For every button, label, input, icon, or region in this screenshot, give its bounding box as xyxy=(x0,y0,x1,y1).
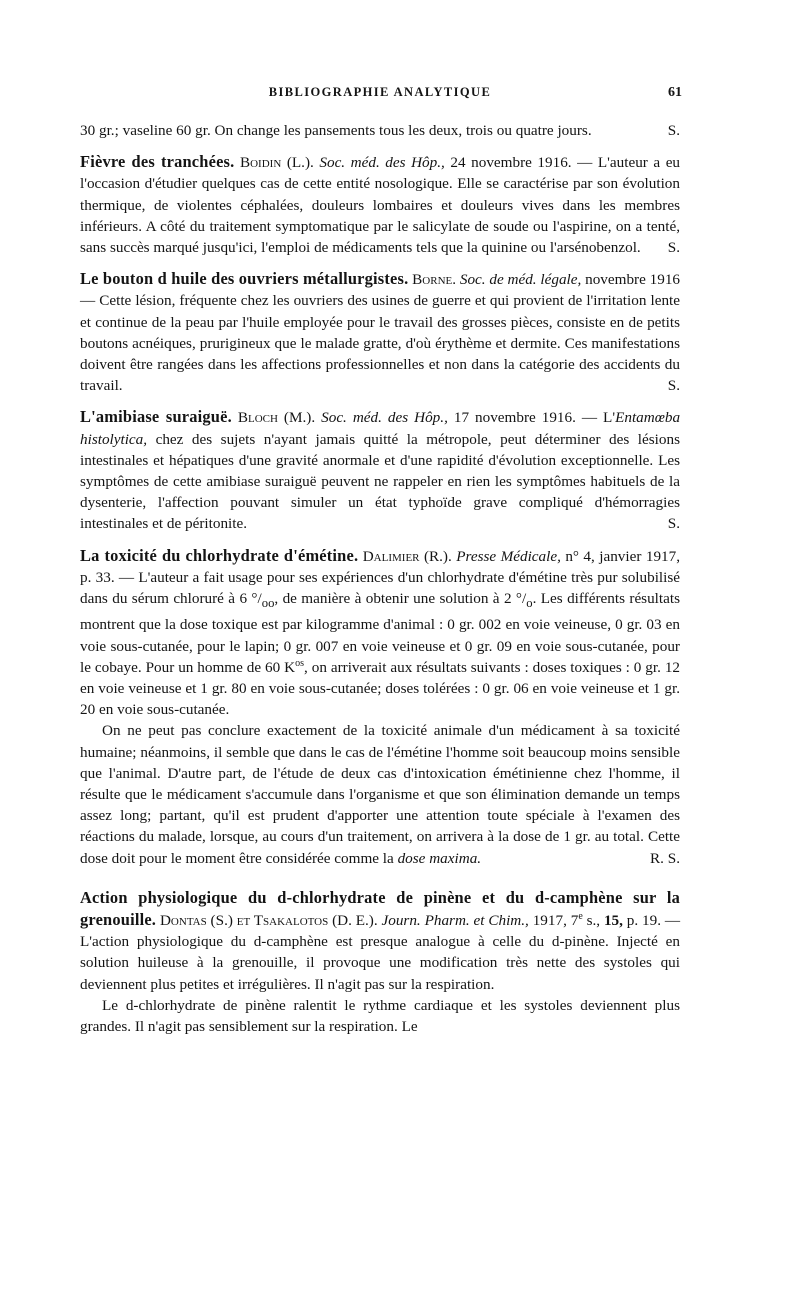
entry-signature: S. xyxy=(667,122,680,139)
entry-title: Fièvre des tranchées. xyxy=(80,152,235,172)
entry-body-italic: Entamœba histolytica, xyxy=(80,409,681,448)
entry-body: On ne peut pas conclure exactement de la toxicité animale d'un médicament à sa toxicité humaine; néanmoins, il semble que dans le cas de l'émétine l'homme soit beaucoup moins sensible que l'animal. D'autre part, de l'étude de deux cas d'intoxication émétinienne chez l'homme, il résulte que le médicament s'accumule dans l'organisme et que son élimination demande un temps assez long; partant, qu'il est prudent d'apporter une attention toute spéciale à l'examen des réactions du malade, lorsque, au cours d'un traitement, on arrivera à la dose de 1 gr. au total. Cette dose doit pour le moment être considérée comme la xyxy=(80,722,680,867)
entry-paragraph xyxy=(80,545,680,721)
running-header xyxy=(80,82,680,108)
entry-body: Le d-chlorhydrate de pinène ralentit le rythme cardiaque et les systoles deviennent plus grandes. Il n'agit pas sensiblement sur la respiration. Le xyxy=(80,996,680,1035)
entry-body: , on arriverait aux résultats suivants : doses toxiques : 0 gr. 12 en voie veineuse et 1 gr. 80 en voie sous-cutanée; doses tolérées : 0 gr. 06 en voie veineuse et 1 gr. 20 en voie sous-cutanée. xyxy=(80,658,681,719)
entry-title: L'amibiase suraiguë. xyxy=(80,407,232,427)
entry-body-subscript: oo xyxy=(261,596,275,611)
entry-action-physiologique xyxy=(80,887,680,1037)
entry-citation: 17 novembre 1916. xyxy=(453,409,576,427)
page-number: 61 xyxy=(668,85,682,100)
entry-title: La toxicité du chlorhydrate d'émétine. xyxy=(80,545,359,565)
entry-author: Borne. xyxy=(412,271,457,289)
entry-citation: s., xyxy=(582,911,601,929)
entry-journal: Presse Médicale, xyxy=(456,547,561,565)
entry-journal: Soc. méd. des Hôp., xyxy=(319,154,445,172)
entry-citation: 24 novembre 1916. xyxy=(450,154,572,172)
entry-author: Bloch (M.). xyxy=(237,409,316,427)
entry-fievre-des-tranchees xyxy=(80,151,680,258)
entry-author: Dalimier (R.). xyxy=(362,547,452,565)
entry-citation-superscript: e xyxy=(578,910,583,922)
entry-signature: S. xyxy=(667,377,680,395)
entry-paragraph xyxy=(80,887,680,995)
entry-journal: Soc. méd. des Hôp., xyxy=(321,409,448,427)
entry-citation: p. 19. xyxy=(626,911,661,929)
entry-author: Dontas (S.) et Tsakalotos (D. E.). xyxy=(159,911,378,929)
entry-body-prefix: — L' xyxy=(581,409,616,427)
continuation-text: 30 gr.; vaseline 60 gr. On change les pansements tous les deux, trois ou quatre jours. xyxy=(80,122,592,139)
entry-author: Boidin (L.). xyxy=(239,154,314,172)
entry-body-superscript: os xyxy=(295,657,305,669)
entry-paragraph xyxy=(80,995,680,1037)
entry-body: . Les différents résultats montrent que la dose toxique est par kilogramme d'animal : 0 gr. 002 en voie veineuse, 0 gr. 03 en voie sous-cutanée, pour le lapin; 0 gr. 007 en voie veineuse et 0 gr. 09 en voie sous-cutanée, pour le cobaye. Pour un homme de 60 K xyxy=(80,590,680,676)
entry-body: — L'auteur a fait usage pour ses expériences d'un chlorhydrate d'émétine très pur solubilisé dans du sérum chloruré à 6 °/ xyxy=(80,568,681,608)
entry-signature: R. S. xyxy=(650,849,680,867)
entry-amibiase-suraigue xyxy=(80,406,680,534)
entry-body: chez des sujets n'ayant jamais quitté la métropole, peut déterminer des lésions intestinales et hépatiques d'une gravité anormale et d'une rapidité d'évolution exceptionnelle. Les symptômes de cette amibiase suraiguë peuvent ne rappeler en rien les symptômes habituels de la dysenterie, l'affection pouvant simuler un état typhoïde grave compliqué d'hémorragies intestinales et de péritonite. xyxy=(80,430,680,533)
continuation-paragraph xyxy=(80,120,680,141)
entry-signature: S. xyxy=(667,239,680,257)
entry-volume: 15, xyxy=(603,911,623,929)
entry-title: Le bouton d huile des ouvriers métallurgistes. xyxy=(80,269,409,289)
entry-body: — L'action physiologique du d-camphène est presque analogue à celle du d-pinène. Injecté en solution huileuse à la grenouille, il provoque une modification très nette des systoles qui deviennent plus petites et irrégulières. Il n'agit pas sur la respiration. xyxy=(80,911,681,993)
entry-title: Action physiologique du d-chlorhydrate de pinène et du d-camphène sur la grenouille. xyxy=(80,887,680,929)
entry-paragraph xyxy=(80,720,680,868)
entry-body: — L'auteur a eu l'occasion d'étudier quelques cas de cette entité nosologique. Elle se caractérise par son évolution thermique, de violentes céphalées, douleurs lombaires et douleurs vives dans les membres inférieurs. A côté du traitement symptomatique par le salicylate de soude ou l'aspirine, on a tenté, sans succès marqué jusqu'ici, l'emploi de médicaments tels que la quinine ou l'arsénobenzol. xyxy=(80,154,681,257)
document-page xyxy=(80,82,680,1045)
entry-toxicite-emetine xyxy=(80,545,680,869)
entry-journal: Soc. de méd. légale, xyxy=(459,271,582,289)
entry-signature: S. xyxy=(667,515,680,533)
entry-body-italic: dose maxima. xyxy=(397,849,482,867)
entry-citation: 1917, 7 xyxy=(532,911,579,929)
entry-body: — Cette lésion, fréquente chez les ouvriers des usines de guerre et qui provient de l'irritation lente et continue de la peau par l'huile employée pour le travail des grosses pièces, consiste en de petits boutons acnéiques, prurigineux que le malade gratte, d'où érythème et dermite. Ces manifestations doivent être rangées dans les affections professionnelles et non dans la catégorie des accidents du travail. xyxy=(80,292,680,395)
entry-bouton-d-huile xyxy=(80,268,680,396)
entry-body: , de manière à obtenir une solution à 2 °/ xyxy=(274,590,527,608)
entry-journal: Journ. Pharm. et Chim., xyxy=(381,911,529,929)
running-title: BIBLIOGRAPHIE ANALYTIQUE xyxy=(268,85,492,99)
entry-body-subscript: o xyxy=(526,596,533,611)
entry-citation: n° 4, janvier 1917, p. 33. xyxy=(80,547,681,586)
entry-citation: novembre 1916 xyxy=(585,271,681,289)
